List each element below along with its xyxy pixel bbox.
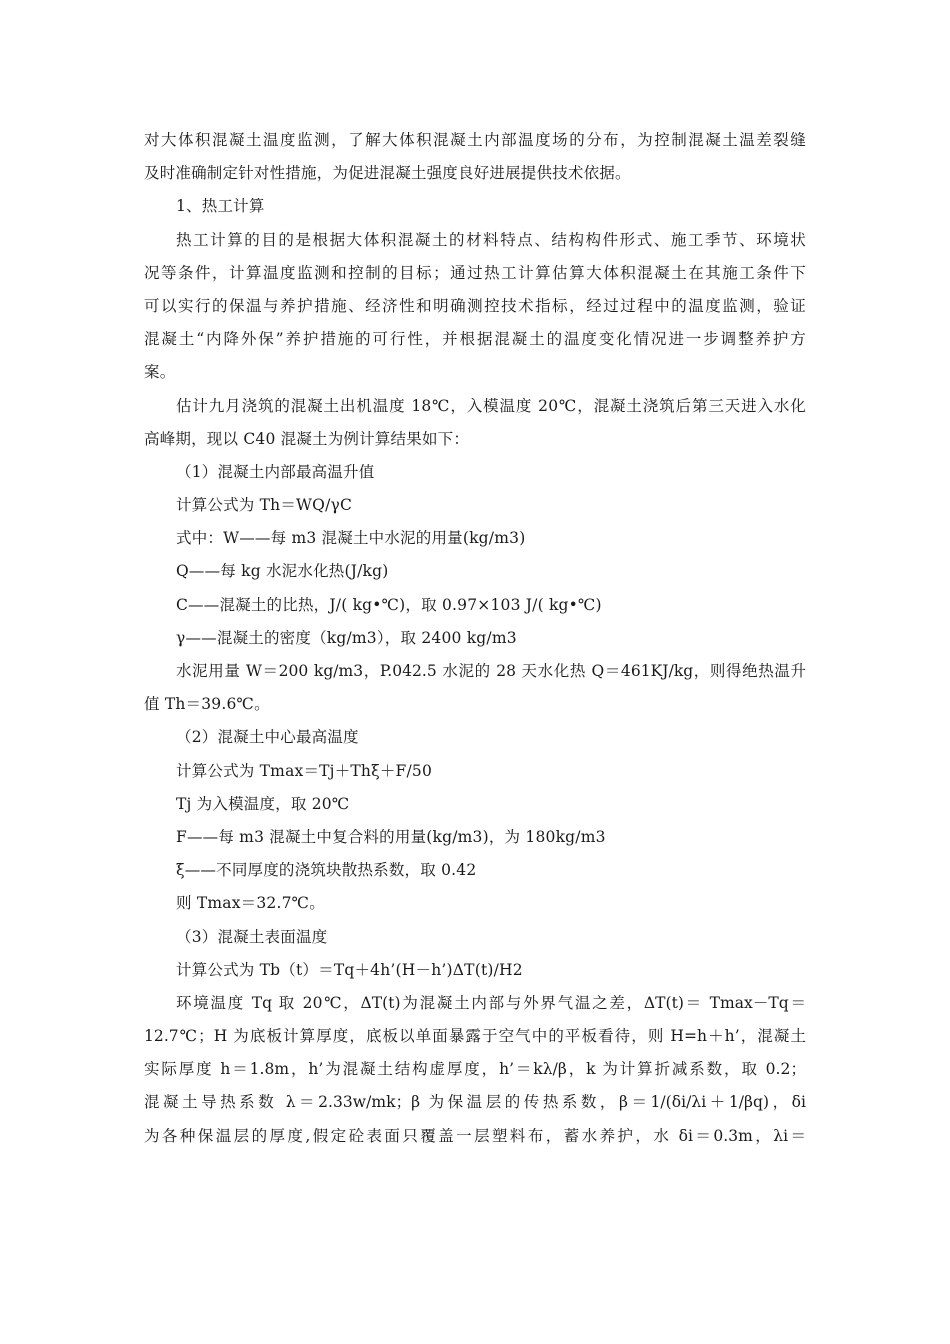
paragraph-line: 及时准确制定针对性措施，为促进混凝土强度良好进展提供技术依据。	[144, 164, 631, 183]
formula-line: F——每 m3 混凝土中复合料的用量(kg/m3)，为 180kg/m3	[176, 827, 606, 846]
section-heading: 1、热工计算	[176, 197, 265, 216]
formula-line: ξ——不同厚度的浇筑块散热系数，取 0.42	[176, 861, 477, 880]
subsection-heading: （1）混凝土内部最高温升值	[176, 462, 375, 481]
subsection-heading: （3）混凝土表面温度	[176, 927, 328, 946]
paragraph-line: 案。	[144, 363, 176, 382]
paragraph-line: 热工计算的目的是根据大体积混凝土的材料特点、结构构件形式、施工季节、环境状	[176, 230, 806, 249]
subsection-heading: （2）混凝土中心最高温度	[176, 728, 359, 747]
formula-line: γ——混凝土的密度（kg/m3），取 2400 kg/m3	[176, 628, 517, 647]
paragraph-line: 估计九月浇筑的混凝土出机温度 18℃，入模温度 20℃，混凝土浇筑后第三天进入水化	[176, 396, 806, 415]
formula-line: 则 Tmax＝32.7℃。	[176, 894, 325, 913]
paragraph-line: 混凝土导热系数 λ＝2.33w/mk；β 为保温层的传热系数，β＝1/(δi/λi＋1/βq)，δi	[144, 1093, 806, 1112]
paragraph-line: 为各种保温层的厚度,假定砼表面只覆盖一层塑料布，蓄水养护，水 δi＝0.3m，λi＝	[144, 1126, 806, 1145]
paragraph-line: 混凝土“内降外保”养护措施的可行性，并根据混凝土的温度变化情况进一步调整养护方	[144, 330, 806, 349]
paragraph-line: 对大体积混凝土温度监测，了解大体积混凝土内部温度场的分布，为控制混凝土温差裂缝	[144, 131, 806, 149]
document-page	[144, 124, 806, 1153]
formula-line: 计算公式为 Tb（t）＝Tq＋4h’(H－h’)ΔT(t)/H2	[176, 960, 523, 979]
formula-line: 式中：W——每 m3 混凝土中水泥的用量(kg/m3)	[176, 529, 526, 548]
paragraph-line: 高峰期，现以 C40 混凝土为例计算结果如下：	[144, 429, 470, 448]
paragraph-line: 环境温度 Tq 取 20℃，ΔT(t)为混凝土内部与外界气温之差，ΔT(t)＝ Tmax－Tq＝	[176, 993, 806, 1012]
paragraph-line: 实际厚度 h＝1.8m，h’为混凝土结构虚厚度，h’＝kλ/β，k 为计算折减系数，取 0.2；	[144, 1060, 806, 1079]
formula-line: Q——每 kg 水泥水化热(J/kg)	[176, 562, 389, 581]
formula-line: 计算公式为 Tmax＝Tj＋Thξ＋F/50	[176, 761, 433, 780]
paragraph-line: 况等条件，计算温度监测和控制的目标；通过热工计算估算大体积混凝土在其施工条件下	[144, 263, 806, 282]
paragraph-line: 12.7℃；H 为底板计算厚度，底板以单面暴露于空气中的平板看待，则 H=h＋h’，混凝土	[144, 1027, 806, 1046]
paragraph-line: 水泥用量 W＝200 kg/m3，P.042.5 水泥的 28 天水化热 Q＝461KJ/kg，则得绝热温升	[176, 662, 806, 680]
formula-line: 计算公式为 Th＝WQ/γC	[176, 496, 353, 515]
formula-line: C——混凝土的比热，J/( kg•℃)，取 0.97×103 J/( kg•℃)	[176, 595, 602, 614]
formula-line: Tj 为入模温度，取 20℃	[176, 794, 350, 813]
paragraph-line: 值 Th＝39.6℃。	[144, 695, 270, 714]
paragraph-line: 可以实行的保温与养护措施、经济性和明确测控技术指标，经过过程中的温度监测，验证	[144, 296, 806, 315]
